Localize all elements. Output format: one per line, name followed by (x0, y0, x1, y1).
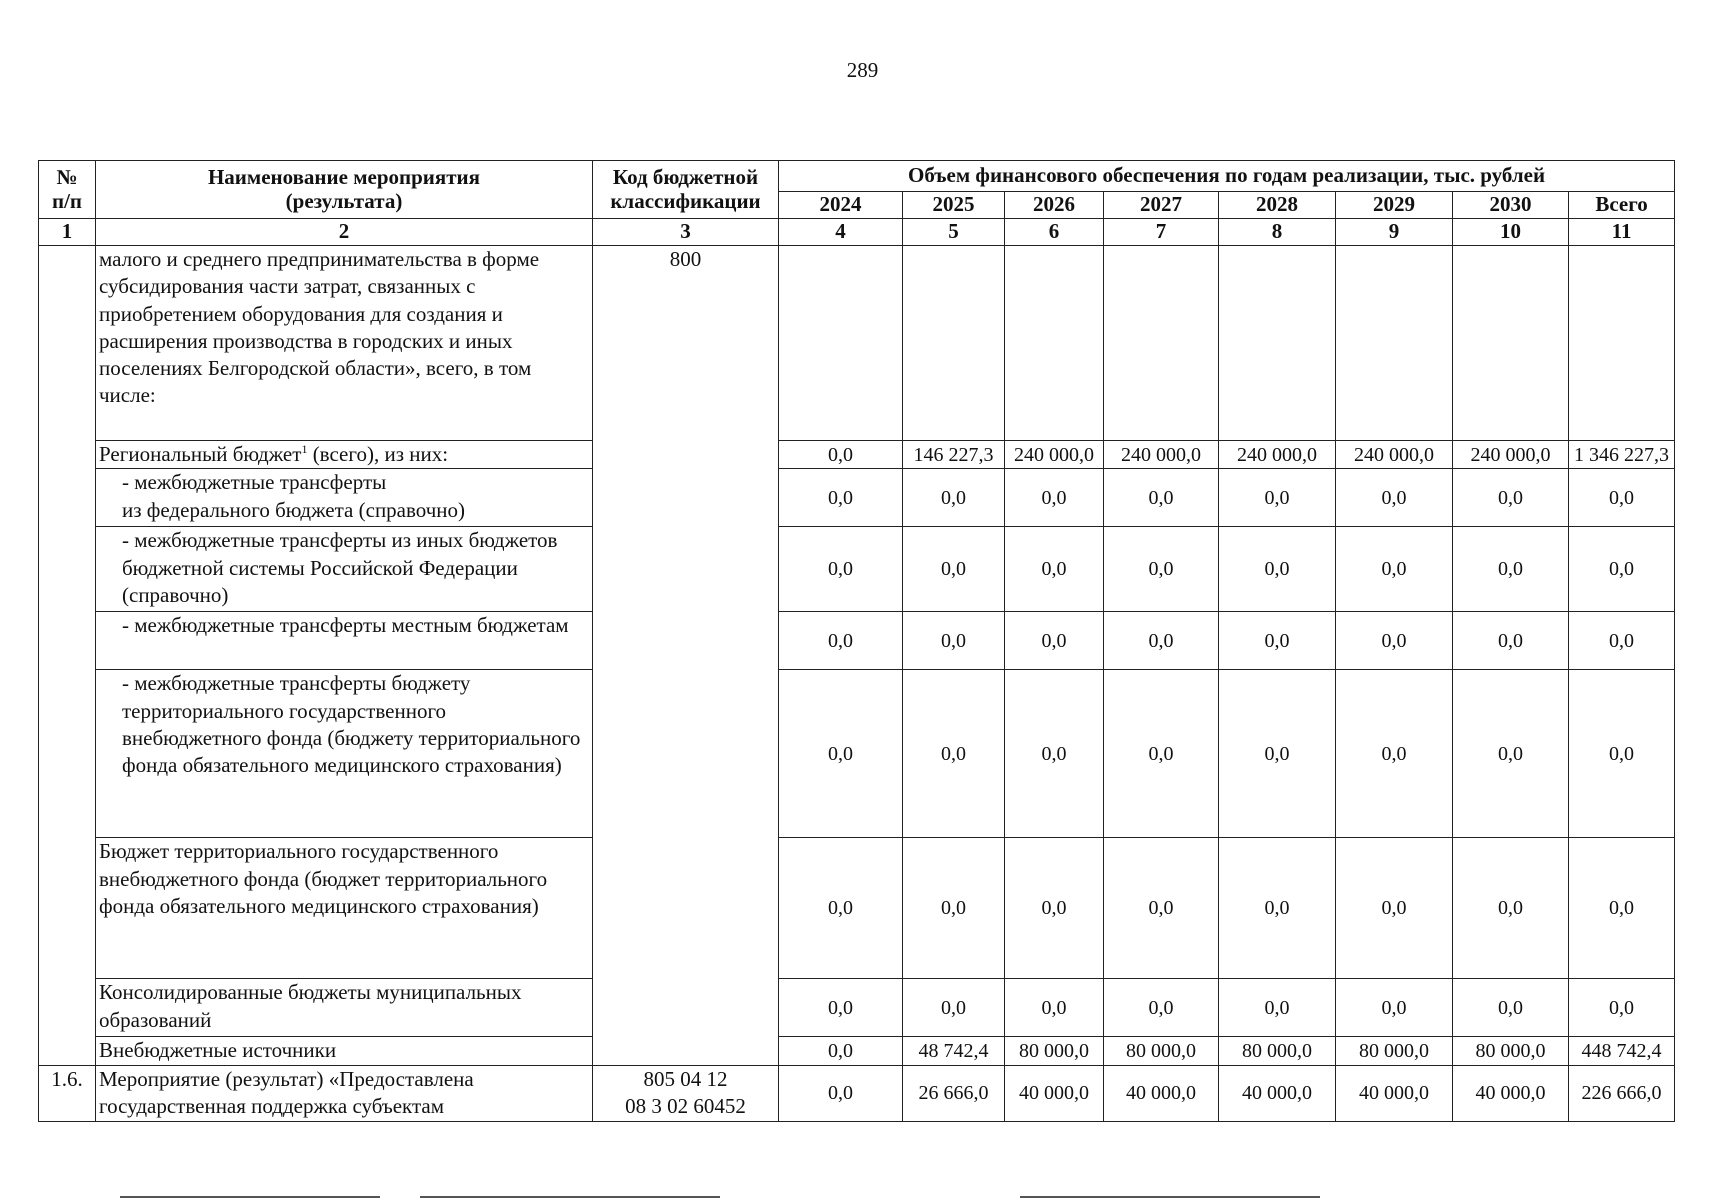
event-name: Мероприятие (результат) «Предоставлена государственная поддержка субъектам (96, 1065, 593, 1121)
value-cell: 0,0 (779, 527, 903, 612)
value-cell: 0,0 (1569, 670, 1675, 838)
header-year: 2029 (1336, 192, 1453, 219)
row-name: Консолидированные бюджеты муниципальных образований (96, 979, 593, 1037)
value-cell: 226 666,0 (1569, 1065, 1675, 1121)
value-cell: 80 000,0 (1336, 1037, 1453, 1065)
column-index: 4 (779, 219, 903, 246)
column-index: 5 (903, 219, 1005, 246)
value-cell: 26 666,0 (903, 1065, 1005, 1121)
row-name: - межбюджетные трансферты бюджету территориального государственного внебюджетного фонда (бюджету территориального фонда обязательного медицинского страхования) (96, 670, 593, 838)
event-number: 1.6. (39, 1065, 96, 1121)
scan-edge-line (120, 1196, 380, 1198)
value-cell: 0,0 (1453, 838, 1569, 979)
value-cell: 0,0 (1104, 838, 1219, 979)
value-cell: 146 227,3 (903, 441, 1005, 469)
value-cell: 40 000,0 (1336, 1065, 1453, 1121)
value-cell: 0,0 (1569, 469, 1675, 527)
value-cell: 0,0 (903, 979, 1005, 1037)
value-cell: 240 000,0 (1336, 441, 1453, 469)
value-cell: 0,0 (903, 670, 1005, 838)
value-cell: 0,0 (903, 527, 1005, 612)
value-cell: 240 000,0 (1453, 441, 1569, 469)
column-index: 8 (1219, 219, 1336, 246)
continuation-name: малого и среднего предпринимательства в форме субсидирования части затрат, связанных с приобретением оборудования для создания и расширения производства в городских и иных поселениях Белгородской области», всего, в том числе: (96, 246, 593, 441)
value-cell: 0,0 (1453, 979, 1569, 1037)
value-cell: 80 000,0 (1104, 1037, 1219, 1065)
column-index: 10 (1453, 219, 1569, 246)
row-name: - межбюджетные трансферты из иных бюджетов бюджетной системы Российской Федерации (справочно) (96, 527, 593, 612)
header-year: 2027 (1104, 192, 1219, 219)
value-cell: 0,0 (1453, 469, 1569, 527)
value-cell: 0,0 (779, 469, 903, 527)
table-row (39, 838, 1675, 979)
empty-cell (779, 246, 903, 441)
row-name: - межбюджетные трансферты из федерального бюджета (справочно) (96, 469, 593, 527)
page-number: 289 (846, 58, 879, 82)
table-row (39, 612, 1675, 670)
row-number-empty (39, 246, 96, 1066)
value-cell: 1 346 227,3 (1569, 441, 1675, 469)
value-cell: 0,0 (1569, 838, 1675, 979)
event-code: 805 04 12 08 3 02 60452 (593, 1065, 779, 1121)
value-cell: 80 000,0 (1219, 1037, 1336, 1065)
value-cell: 0,0 (1336, 670, 1453, 838)
value-cell: 0,0 (1336, 838, 1453, 979)
table-row (39, 527, 1675, 612)
budget-code: 800 (593, 246, 779, 1066)
value-cell: 0,0 (1336, 527, 1453, 612)
table-row (39, 670, 1675, 838)
value-cell: 48 742,4 (903, 1037, 1005, 1065)
value-cell: 0,0 (779, 441, 903, 469)
table-row (39, 441, 1675, 469)
value-cell: 0,0 (1005, 838, 1104, 979)
table-row (39, 469, 1675, 527)
value-cell: 0,0 (1453, 612, 1569, 670)
value-cell: 40 000,0 (1453, 1065, 1569, 1121)
value-cell: 0,0 (1219, 670, 1336, 838)
column-index: 2 (96, 219, 593, 246)
table-row (39, 246, 1675, 441)
value-cell: 0,0 (1005, 612, 1104, 670)
value-cell: 0,0 (1453, 527, 1569, 612)
value-cell: 0,0 (1453, 670, 1569, 838)
empty-cell (1219, 246, 1336, 441)
scan-edge-line (1020, 1196, 1320, 1198)
header-total: Всего (1569, 192, 1675, 219)
value-cell: 0,0 (779, 1065, 903, 1121)
header-year: 2028 (1219, 192, 1336, 219)
value-cell: 0,0 (779, 979, 903, 1037)
empty-cell (1453, 246, 1569, 441)
header-name: Наименование мероприятия (результата) (96, 161, 593, 219)
table-row (39, 1037, 1675, 1065)
column-index: 3 (593, 219, 779, 246)
value-cell: 0,0 (903, 838, 1005, 979)
value-cell: 40 000,0 (1104, 1065, 1219, 1121)
column-index: 6 (1005, 219, 1104, 246)
value-cell: 0,0 (1005, 979, 1104, 1037)
empty-cell (903, 246, 1005, 441)
value-cell: 0,0 (779, 838, 903, 979)
value-cell: 240 000,0 (1005, 441, 1104, 469)
value-cell: 0,0 (1569, 979, 1675, 1037)
column-index: 9 (1336, 219, 1453, 246)
value-cell: 0,0 (1569, 612, 1675, 670)
value-cell: 0,0 (1104, 612, 1219, 670)
value-cell: 0,0 (1104, 469, 1219, 527)
value-cell: 240 000,0 (1219, 441, 1336, 469)
empty-cell (1569, 246, 1675, 441)
value-cell: 80 000,0 (1453, 1037, 1569, 1065)
value-cell: 0,0 (1219, 612, 1336, 670)
value-cell: 0,0 (1005, 527, 1104, 612)
value-cell: 0,0 (1219, 527, 1336, 612)
value-cell: 0,0 (1104, 979, 1219, 1037)
value-cell: 40 000,0 (1219, 1065, 1336, 1121)
value-cell: 0,0 (779, 670, 903, 838)
value-cell: 448 742,4 (1569, 1037, 1675, 1065)
value-cell: 0,0 (1219, 979, 1336, 1037)
value-cell: 40 000,0 (1005, 1065, 1104, 1121)
value-cell: 0,0 (1336, 979, 1453, 1037)
financing-table (38, 160, 1675, 1122)
value-cell: 0,0 (1005, 670, 1104, 838)
table-row (39, 1065, 1675, 1121)
header-year: 2025 (903, 192, 1005, 219)
column-index: 7 (1104, 219, 1219, 246)
value-cell: 0,0 (1005, 469, 1104, 527)
value-cell: 0,0 (903, 469, 1005, 527)
scan-edge-line (420, 1196, 720, 1198)
value-cell: 0,0 (1569, 527, 1675, 612)
column-index: 11 (1569, 219, 1675, 246)
row-name: Бюджет территориального государственного внебюджетного фонда (бюджет территориального фонда обязательного медицинского страхования) (96, 838, 593, 979)
row-name: - межбюджетные трансферты местным бюджетам (96, 612, 593, 670)
column-index: 1 (39, 219, 96, 246)
header-year: 2030 (1453, 192, 1569, 219)
row-name: Региональный бюджет$^1$ (всего), из них: (96, 441, 593, 469)
value-cell: 80 000,0 (1005, 1037, 1104, 1065)
value-cell: 0,0 (1336, 469, 1453, 527)
row-name: Внебюджетные источники (96, 1037, 593, 1065)
header-year: 2024 (779, 192, 903, 219)
value-cell: 0,0 (1336, 612, 1453, 670)
value-cell: 0,0 (1219, 838, 1336, 979)
table-row (39, 979, 1675, 1037)
value-cell: 240 000,0 (1104, 441, 1219, 469)
value-cell: 0,0 (1219, 469, 1336, 527)
value-cell: 0,0 (779, 1037, 903, 1065)
value-cell: 0,0 (903, 612, 1005, 670)
value-cell: 0,0 (1104, 670, 1219, 838)
value-cell: 0,0 (779, 612, 903, 670)
value-cell: 0,0 (1104, 527, 1219, 612)
empty-cell (1336, 246, 1453, 441)
header-volume: Объем финансового обеспечения по годам реализации, тыс. рублей (779, 161, 1675, 192)
header-number: № п/п (39, 161, 96, 219)
empty-cell (1005, 246, 1104, 441)
header-code: Код бюджетной классификации (593, 161, 779, 219)
header-year: 2026 (1005, 192, 1104, 219)
empty-cell (1104, 246, 1219, 441)
